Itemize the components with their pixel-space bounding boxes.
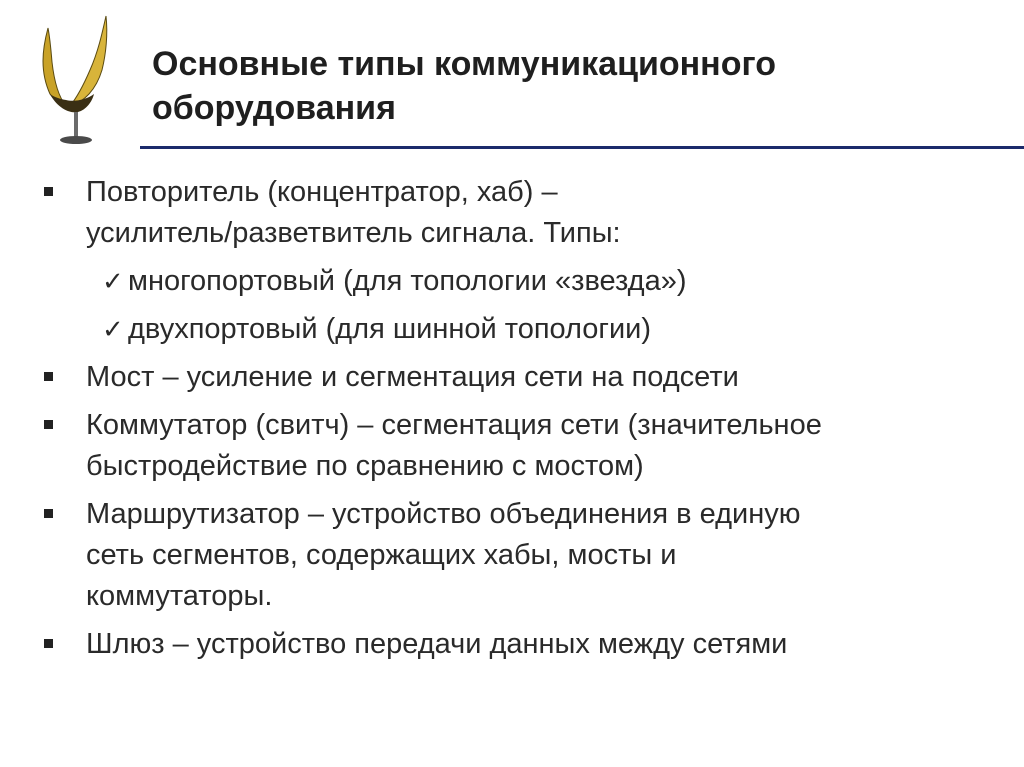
square-bullet-icon [44, 372, 53, 381]
bullet-text-line: Мост – усиление и сегментация сети на подсети [86, 361, 739, 393]
sub-bullet-text: двухпортовый (для шинной топологии) [128, 313, 652, 345]
checkmark-icon: ✓ [102, 266, 124, 296]
square-bullet-icon [44, 639, 53, 648]
bullet-item-router [44, 494, 1004, 617]
bullet-text-line: коммутаторы. [86, 580, 273, 612]
square-bullet-icon [44, 420, 53, 429]
bullet-list [44, 172, 1004, 672]
bullet-text-line: Шлюз – устройство передачи данных между сетями [86, 628, 788, 660]
title-line-1: Основные типы коммуникационного [152, 45, 776, 83]
bullet-text-line: Маршрутизатор – устройство объединения в единую [86, 498, 801, 530]
slide-title [152, 42, 972, 130]
square-bullet-icon [44, 509, 53, 518]
checkmark-icon: ✓ [102, 314, 124, 344]
bullet-text-line: быстродействие по сравнению с мостом) [86, 450, 644, 482]
chalice-logo-icon [28, 10, 118, 150]
bullet-text-line: сеть сегментов, содержащих хабы, мосты и [86, 539, 677, 571]
bullet-item-bridge [44, 357, 1004, 398]
bullet-text-line: Коммутатор (свитч) – сегментация сети (значительное [86, 409, 822, 441]
bullet-item-gateway [44, 624, 1004, 665]
bullet-text-line: усилитель/разветвитель сигнала. Типы: [86, 217, 621, 249]
bullet-item-switch [44, 405, 1004, 487]
sub-bullet-twoport [44, 309, 1004, 350]
square-bullet-icon [44, 187, 53, 196]
bullet-item-repeater [44, 172, 1004, 254]
sub-bullet-text: многопортовый (для топологии «звезда») [128, 265, 687, 297]
title-line-2: оборудования [152, 89, 396, 127]
title-underline [140, 146, 1024, 149]
sub-bullet-multiport [44, 261, 1004, 302]
bullet-text-line: Повторитель (концентратор, хаб) – [86, 176, 558, 208]
